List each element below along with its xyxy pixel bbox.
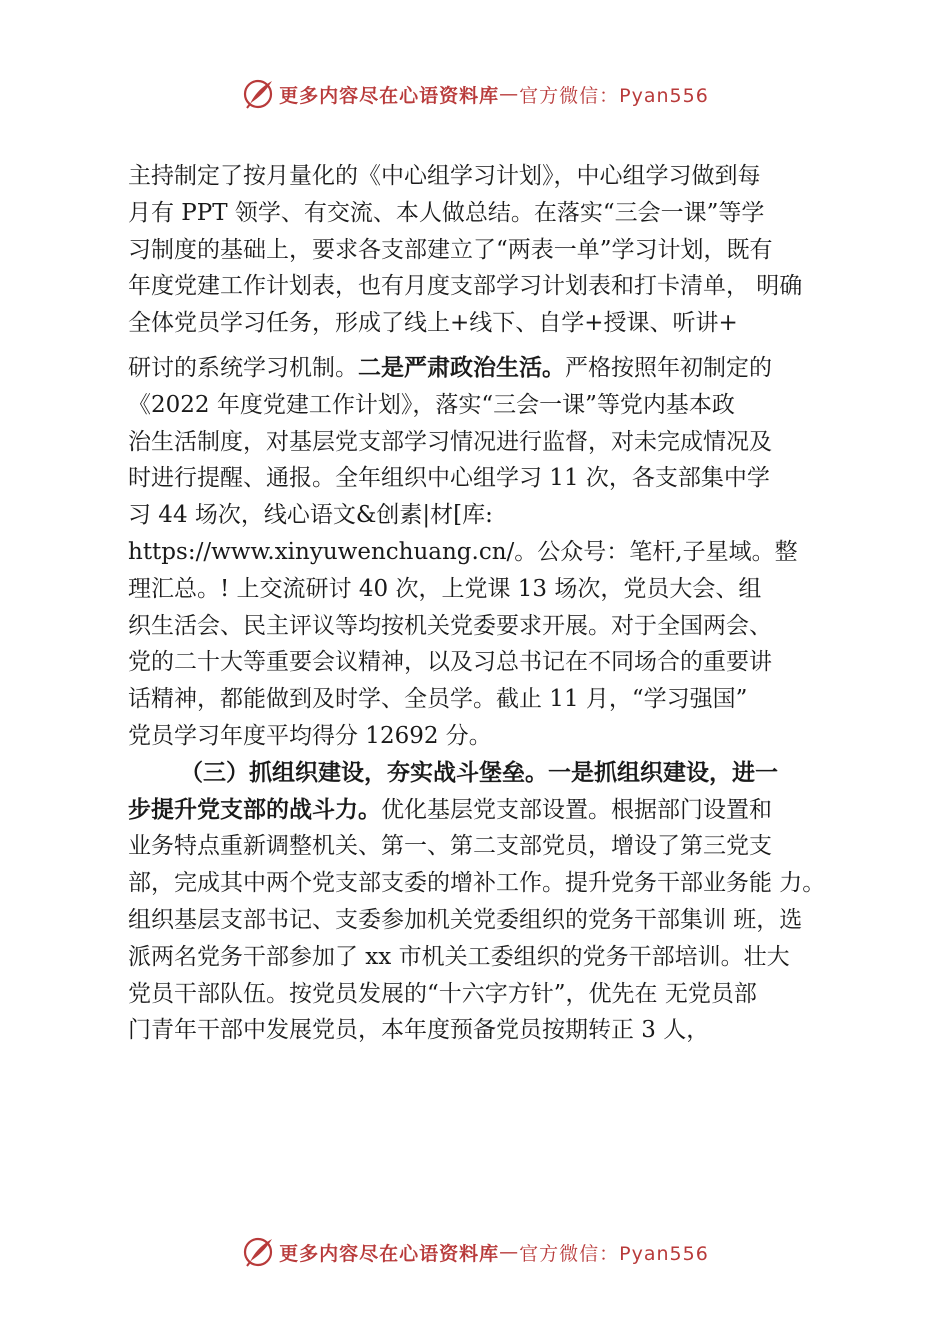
text-line: 党员干部队伍。按党员发展的“十六字方针”，优先在 无党员部 bbox=[128, 980, 757, 1007]
text-line: 党的二十大等重要会议精神，以及习总书记在不同场合的重要讲 bbox=[128, 649, 772, 676]
text-line: 《2022 年度党建工作计划》，落实“三会一课”等党内基本政 bbox=[128, 391, 735, 418]
text-line bbox=[128, 792, 863, 829]
text-line: 派两名党务干部参加了 xx 市机关工委组织的党务干部培训。壮大 bbox=[128, 943, 790, 970]
banner-dash: — bbox=[499, 83, 520, 105]
text-line: 党员学习年度平均得分 12692 分。 bbox=[128, 722, 492, 749]
header-banner bbox=[0, 74, 950, 114]
text-run: 严格按照年初制定的 bbox=[565, 354, 772, 381]
banner-brand: 更多内容尽在心语资料库 bbox=[279, 1242, 500, 1265]
text-line: 年度党建工作计划表，也有月度支部学习计划表和打卡清单， 明确 bbox=[128, 273, 803, 300]
text-line: 部，完成其中两个党支部支委的增补工作。提升党务干部业务能 力。 bbox=[128, 870, 826, 897]
text-line: 话精神，都能做到及时学、全员学。截止 11 月，“学习强国” bbox=[128, 686, 748, 713]
text-line: 门青年干部中发展党员，本年度预备党员按期转正 3 人， bbox=[128, 1017, 710, 1044]
section-heading: （三）抓组织建设，夯实战斗堡垒。一是抓组织建设，进一 bbox=[180, 759, 778, 786]
text-line: 时进行提醒、通报。全年组织中心组学习 11 次，各支部集中学 bbox=[128, 465, 770, 492]
text-line: 组织基层支部书记、支委参加机关党委组织的党务干部集训 班，选 bbox=[128, 906, 803, 933]
banner-dash: — bbox=[499, 1241, 520, 1263]
text-line: 习 44 场次，线心语文&创素|材[库: bbox=[128, 502, 493, 529]
feather-pen-logo-icon bbox=[241, 1235, 275, 1269]
text-run: 优化基层党支部设置。根据部门设置和 bbox=[381, 796, 772, 823]
banner-brand: 更多内容尽在心语资料库 bbox=[279, 84, 500, 107]
text-line: 全体党员学习任务，形成了线上+线下、自学+授课、听讲+ bbox=[128, 310, 738, 337]
text-line: 理汇总。! 上交流研讨 40 次，上党课 13 场次，党员大会、组 bbox=[128, 575, 762, 602]
bold-heading-run: 二是严肃政治生活。 bbox=[358, 354, 565, 381]
text-line: 治生活制度，对基层党支部学习情况进行监督，对未完成情况及 bbox=[128, 428, 772, 455]
document-body bbox=[128, 158, 863, 1049]
text-line: 主持制定了按月量化的《中心组学习计划》，中心组学习做到每 bbox=[128, 163, 761, 189]
text-line: 业务特点重新调整机关、第一、第二支部党员，增设了第三党支 bbox=[128, 833, 772, 860]
feather-pen-logo-icon bbox=[241, 77, 275, 111]
footer-banner bbox=[0, 1232, 950, 1272]
text-run: 研讨的系统学习机制。 bbox=[128, 354, 358, 381]
text-line: https://www.xinyuwenchuang.cn/。公众号：笔杆,子星域。整 bbox=[128, 538, 798, 565]
banner-wechat: 官方微信：Pyan556 bbox=[519, 84, 709, 107]
bold-heading-run: 步提升党支部的战斗力。 bbox=[128, 796, 381, 823]
text-line: 织生活会、民主评议等均按机关党委要求开展。对于全国两会、 bbox=[128, 612, 772, 639]
text-line: 习制度的基础上，要求各支部建立了“两表一单”学习计划，既有 bbox=[128, 236, 773, 263]
text-line: 月有 PPT 领学、有交流、本人做总结。在落实“三会一课”等学 bbox=[128, 199, 765, 226]
banner-wechat: 官方微信：Pyan556 bbox=[519, 1242, 709, 1265]
text-line bbox=[128, 350, 863, 387]
